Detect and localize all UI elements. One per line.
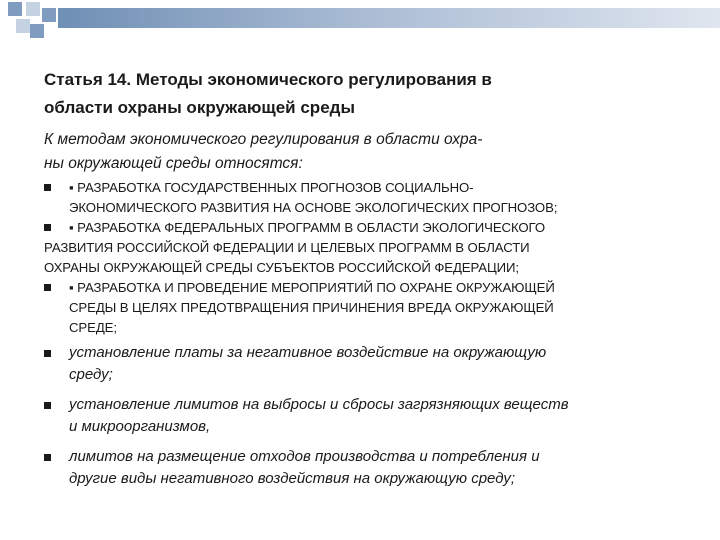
item-line: СРЕДЫ В ЦЕЛЯХ ПРЕДОТВРАЩЕНИЯ ПРИЧИНЕНИЯ ВРЕДА ОКРУЖАЮЩЕЙ — [69, 300, 554, 315]
bullet-icon — [44, 454, 51, 461]
title-line: области охраны окружающей среды — [44, 98, 355, 117]
item-line: установление платы за негативное воздействие на окружающую — [69, 344, 547, 361]
item-line: ЭКОНОМИЧЕСКОГО РАЗВИТИЯ НА ОСНОВЕ ЭКОЛОГИЧЕСКИХ ПРОГНОЗОВ; — [69, 200, 558, 215]
list-item — [44, 446, 680, 490]
item-line: СРЕДЕ; — [69, 320, 117, 335]
item-line: РАЗВИТИЯ РОССИЙСКОЙ ФЕДЕРАЦИИ И ЦЕЛЕВЫХ ПРОГРАММ В ОБЛАСТИ — [44, 240, 530, 255]
list-item — [44, 278, 680, 338]
intro-line: ны окружающей среды относятся: — [44, 155, 303, 172]
intro-line: К методам экономического регулирования в области охра- — [44, 131, 483, 148]
item-line: и микроорганизмов, — [69, 418, 211, 435]
title-line: Статья 14. Методы экономического регулирования в — [44, 70, 492, 89]
decor-square — [26, 2, 40, 16]
item-line: установление лимитов на выбросы и сбросы загрязняющих веществ — [69, 396, 569, 413]
header-decoration — [0, 0, 720, 46]
bullet-icon — [44, 350, 51, 357]
item-line: другие виды негативного воздействия на окружающую среду; — [69, 470, 516, 487]
bullet-icon — [44, 402, 51, 409]
decor-square — [16, 19, 30, 33]
intro-text — [44, 128, 680, 176]
item-line: ▪ РАЗРАБОТКА ГОСУДАРСТВЕННЫХ ПРОГНОЗОВ СОЦИАЛЬНО- — [69, 180, 474, 195]
item-line: ▪ РАЗРАБОТКА ФЕДЕРАЛЬНЫХ ПРОГРАММ В ОБЛАСТИ ЭКОЛОГИЧЕСКОГО — [69, 220, 546, 235]
slide-content — [44, 66, 680, 490]
item-line: ОХРАНЫ ОКРУЖАЮЩЕЙ СРЕДЫ СУБЪЕКТОВ РОССИЙСКОЙ ФЕДЕРАЦИИ; — [44, 260, 519, 275]
bullet-icon — [44, 284, 51, 291]
decor-square — [42, 8, 56, 22]
header-gradient-bar — [58, 8, 720, 28]
item-line: ▪ РАЗРАБОТКА И ПРОВЕДЕНИЕ МЕРОПРИЯТИЙ ПО ОХРАНЕ ОКРУЖАЮЩЕЙ — [69, 280, 555, 295]
bullet-icon — [44, 224, 51, 231]
decor-square — [8, 2, 22, 16]
bullet-icon — [44, 184, 51, 191]
list-item — [44, 178, 680, 218]
decor-square — [30, 24, 44, 38]
list-item — [44, 218, 680, 278]
list-item — [44, 342, 680, 386]
list-item — [44, 394, 680, 438]
slide-title — [44, 66, 680, 122]
item-line: лимитов на размещение отходов производства и потребления и — [69, 448, 540, 465]
item-line: среду; — [69, 366, 113, 383]
